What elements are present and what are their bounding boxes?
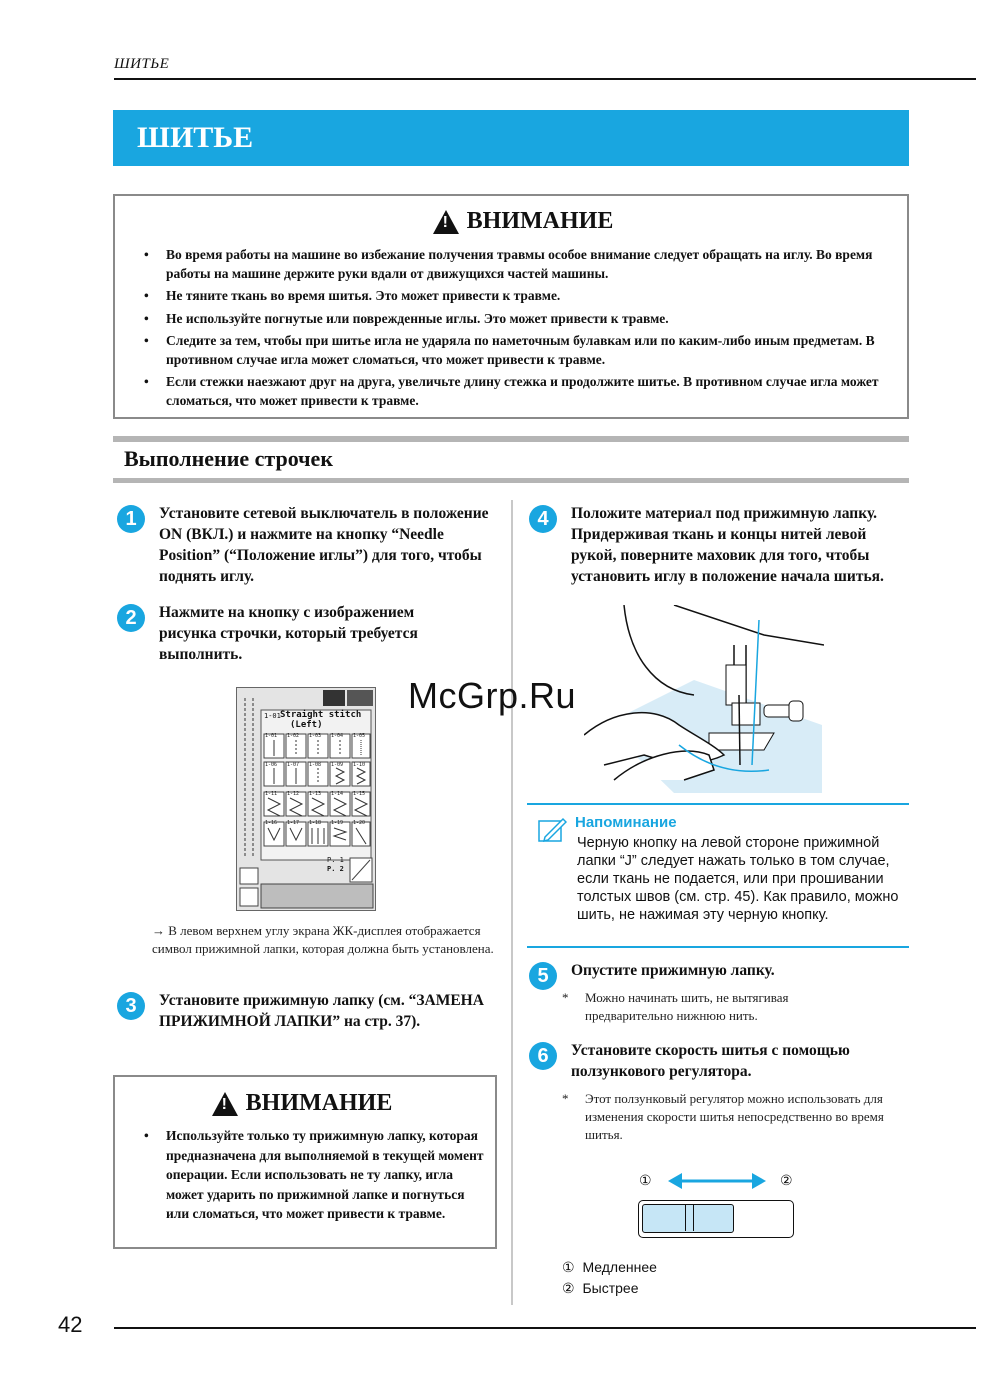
lcd-cell-label: 1-11: [265, 791, 278, 797]
step-5-note: Можно начинать шить, не вытягивая предварительно нижнюю нить.: [585, 990, 789, 1023]
page-number: 42: [58, 1312, 83, 1337]
warning-list: [140, 246, 895, 414]
note-star: *: [562, 990, 569, 1005]
running-head: ШИТЬЕ: [114, 56, 170, 72]
step-6-text: Установите скорость шитья с помощью ползункового регулятора.: [571, 1042, 850, 1080]
lcd-cell-label: 1-04: [331, 733, 344, 739]
slider-knob-divider: [693, 1205, 694, 1231]
list-item: • Следите за тем, чтобы при шитье игла не ударяла по наметочным булавкам или по каким-либо иным предметам. В противном случае игла может сломаться, что может привести к травме.: [140, 332, 895, 369]
lcd-cell-label: 1-10: [353, 762, 366, 768]
warning-title-text: ВНИМАНИЕ: [466, 208, 614, 234]
list-item: • Во время работы на машине во избежание получения травмы особое внимание следует обращать на иглу. Во время работы на машине держите руки вдали от движущихся частей машины.: [140, 246, 895, 283]
legend-slow: [562, 1259, 657, 1276]
step-6-note: Этот ползунковый регулятор можно использовать для изменения скорости шитья непосредственно во время шитья.: [585, 1091, 884, 1142]
memo-rule-bottom: [527, 946, 909, 948]
warning-triangle-icon: [433, 210, 459, 234]
header-rule: [114, 78, 976, 80]
lcd-cell-label: 1-06: [265, 762, 278, 768]
lcd-cell-label: 1-19: [331, 820, 344, 826]
lcd-screen: [236, 687, 376, 911]
lcd-cell-label: 1-16: [265, 820, 278, 826]
step-2-badge: 2: [117, 604, 145, 632]
lcd-pattern-code: 1-01: [264, 712, 281, 720]
lcd-cell-label: 1-02: [287, 733, 300, 739]
legend-fast-mark: ②: [562, 1280, 575, 1296]
slider-knob-divider: [685, 1205, 686, 1231]
lcd-cell-label: 1-05: [353, 733, 366, 739]
warning-triangle-icon: [212, 1092, 238, 1116]
step-5-text: Опустите прижимную лапку.: [571, 962, 775, 979]
chapter-banner: ШИТЬЕ: [113, 110, 909, 166]
lcd-cell-label: 1-20: [353, 820, 366, 826]
memo-title: Напоминание: [575, 814, 677, 831]
lcd-cell-label: 1-09: [331, 762, 344, 768]
lcd-cell-labels: [265, 733, 373, 849]
list-item: • Используйте только ту прижимную лапку, которая предназначена для выполняемой в текущей момент операции. Если использовать не ту лапку, игла может ударить по прижимной лапке и погнуться или сломаться, что может привести к травме.: [140, 1126, 490, 1224]
legend-slow-label: Медленнее: [582, 1259, 657, 1275]
lcd-cell-label: 1-14: [331, 791, 344, 797]
speed-slider-track[interactable]: [638, 1200, 794, 1238]
list-item: • Если стежки наезжают друг на друга, увеличьте длину стежка и продолжите шитье. В противном случае игла может сломаться, что может привести к травме.: [140, 373, 895, 410]
lcd-cell-label: 1-18: [309, 820, 322, 826]
note-star: *: [562, 1091, 569, 1106]
warning-title: [137, 1090, 467, 1117]
footer-rule: [114, 1327, 976, 1329]
memo-rule-top: [527, 803, 909, 805]
section-rule-top: [113, 436, 909, 442]
lcd-cell-label: 1-13: [309, 791, 322, 797]
section-title: Выполнение строчек: [124, 446, 333, 471]
warning-list: [140, 1126, 490, 1228]
slider-marker-fast: ②: [780, 1172, 793, 1188]
memo-text: Черную кнопку на левой стороне прижимной лапки “J” следует нажать только в том случае, если ткань не подается, или при прошивании толстых швов (см. стр. 45). Как правило, можно шить, не нажимая эту черную кнопку.: [577, 835, 899, 923]
step-5-badge: 5: [529, 962, 557, 990]
step-4-text: Положите материал под прижимную лапку. Придерживая ткань и концы нитей левой рукой, поверните маховик для того, чтобы установить иглу в положение начала шитья.: [571, 505, 884, 585]
step-3-text: Установите прижимную лапку (см. “ЗАМЕНА ПРИЖИМНОЙ ЛАПКИ” на стр. 37).: [159, 992, 484, 1030]
lcd-cell-label: 1-08: [309, 762, 322, 768]
legend-fast-label: Быстрее: [582, 1280, 639, 1296]
section-rule-bottom: [113, 478, 909, 483]
list-item: • Не тяните ткань во время шитья. Это может привести к травме.: [140, 287, 895, 306]
step-1-text: Установите сетевой выключатель в положение ON (ВКЛ.) и нажмите на кнопку “Needle Position” (“Положение иглы”) для того, чтобы поднять иглу.: [159, 505, 489, 585]
legend-fast: [562, 1280, 638, 1297]
lcd-cell-label: 1-12: [287, 791, 300, 797]
step-3-badge: 3: [117, 992, 145, 1020]
step-1-badge: 1: [117, 505, 145, 533]
column-divider: [511, 500, 513, 1305]
speed-slider-knob[interactable]: [642, 1204, 734, 1233]
slider-marker-slow: ①: [639, 1172, 652, 1188]
step-2-note: → В левом верхнем углу экрана ЖК-дисплея отображается символ прижимной лапки, которая должна быть установлена.: [152, 923, 494, 956]
lcd-cell-label: 1-01: [265, 733, 278, 739]
lcd-cell-label: 1-15: [353, 791, 366, 797]
step-6-badge: 6: [529, 1042, 557, 1070]
lcd-cell-label: 1-17: [287, 820, 300, 826]
slider-arrow-icon: [668, 1172, 766, 1190]
lcd-cell-label: 1-07: [287, 762, 300, 768]
lcd-cell-label: 1-03: [309, 733, 322, 739]
list-item: • Не используйте погнутые или поврежденные иглы. Это может привести к травме.: [140, 310, 895, 329]
memo-pencil-icon: [537, 815, 567, 845]
watermark: McGrp.Ru: [408, 675, 577, 716]
warning-title-text: ВНИМАНИЕ: [245, 1090, 393, 1116]
lcd-pattern-name: Straight stitch: [280, 710, 362, 720]
legend-slow-mark: ①: [562, 1259, 575, 1275]
presser-foot-illustration: [584, 605, 824, 795]
lcd-page-label: P. 1: [327, 856, 344, 864]
step-4-badge: 4: [529, 505, 557, 533]
lcd-pattern-sub: (Left): [290, 720, 323, 730]
step-2-text: Нажмите на кнопку с изображением рисунка строчки, который требуется выполнить.: [159, 604, 418, 663]
warning-title: [137, 208, 909, 235]
lcd-page-total: P. 2: [327, 865, 344, 873]
